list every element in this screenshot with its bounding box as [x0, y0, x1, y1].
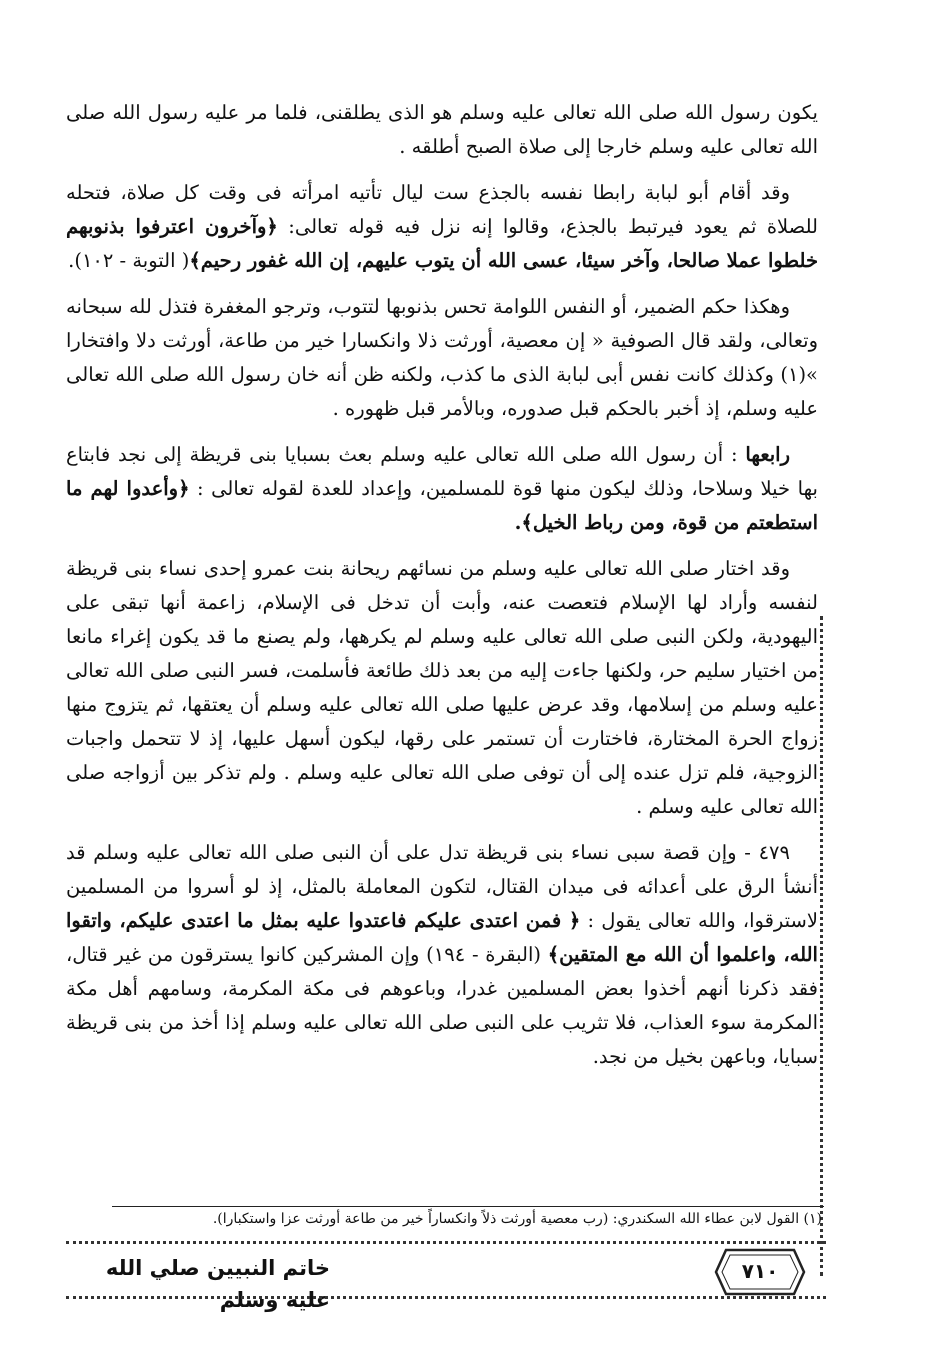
text-run: يكون رسول الله صلى الله تعالى عليه وسلم هو الذى يطلقنى، فلما مر عليه رسول الله صلى الله تعالى عليه وسلم خارجا إلى صلاة الصبح أطلقه .	[66, 101, 818, 158]
quoted-verse: ﴿وآخرون اعترفوا بذنوبهم خلطوا عملا صالحا، وآخر سيئا، عسى الله أن يتوب عليهم، إن الله غفور رحيم﴾	[66, 215, 818, 272]
footer-rule-top	[66, 1241, 826, 1244]
text-run: وقد أقام أبو لبابة رابطا نفسه بالجذع ست ليال تأتيه امرأته فى وقت كل صلاة، فتحله للصلاة ثم يعود فيرتبط بالجذع، وقالوا إنه نزل فيه قوله تعالى:	[66, 181, 818, 238]
paragraph	[66, 552, 818, 824]
quoted-verse: ﴿ فمن اعتدى عليكم فاعتدوا عليه بمثل ما اعتدى عليكم، واتقوا الله، واعلموا أن الله مع المتقين﴾	[66, 909, 818, 966]
text-run: ( التوبة - ١٠٢).	[68, 249, 190, 272]
paragraph	[66, 96, 818, 164]
page-number: ٧١٠	[741, 1259, 779, 1283]
running-footer-title: خاتم النبيين صلي الله عليه وسلم	[105, 1256, 330, 1312]
footnote: (١) القول لابن عطاء الله السكندري: (رب معصية أورثت ذلاً وانكساراً خير من طاعة أورثت عزا واستكبارا).	[212, 1211, 822, 1227]
quoted-verse: ﴿وأعدوا لهم ما استطعتم من قوة، ومن رباط الخيل﴾.	[66, 477, 818, 534]
text-run: وقد اختار صلى الله تعالى عليه وسلم من نسائهم ريحانة بنت عمرو إحدى نساء بنى قريظة لنفسه وأراد لها الإسلام فتعصت عنه، وأبت أن تدخل فى الإسلام، زاعمة أنها تبقى على اليهودية، ولكن النبى صلى الله تعالى عليه وسلم لم يكرهها، ولم يصنع ما قد يكون إغراء مانعا من اختيار سليم حر، ولكنها جاءت إليه من بعد ذلك طائعة فأسلمت، فسر النبى صلى الله تعالى عليه وسلم من إسلامها، وقد عرض عليها صلى الله تعالى عليه وسلم أن يعتقها، ثم يتزوج منها زواج الحرة المختارة، فاختارت أن تستمر على رقها، ليكون أسهل عليها، إذ لا تتحمل واجبات الزوجية، فلم تزل عنده إلى أن توفى صلى الله تعالى عليه وسلم . ولم تذكر بين أزواجه صلى الله تعالى عليه وسلم .	[66, 557, 818, 818]
paragraph	[66, 836, 818, 1074]
footnote-separator	[112, 1206, 824, 1207]
text-run: وهكذا حكم الضمير، أو النفس اللوامة تحس بذنوبها لتتوب، وترجو المغفرة فتذل لله سبحانه وتعالى، ولقد قال الصوفية « إن معصية، أورثت ذلا وانكسارا خير من طاعة، أورثت دلا وافتخارا »(١) وكذلك كانت نفس أبى لبابة الذى ما كذب، ولكنه ظن أنه خان رسول الله صلى الله تعالى عليه وسلم، إذ أخبر بالحكم قبل صدوره، وبالأمر قبل ظهوره .	[66, 295, 818, 420]
text-run: (البقرة - ١٩٤) وإن المشركين كانوا يسترقون من غير قتال، فقد ذكرنا أنهم أخذوا بعض المسلمين غدرا، وباعوهم فى مكة المكرمة، وسامهم أهل مكة المكرمة سوء العذاب، فلا تثريب على النبى صلى الله تعالى عليه وسلم إذا أخذ من بنى قريظة سبايا، وباعهن بخيل من نجد.	[66, 943, 818, 1068]
text-run: ٤٧٩ - وإن قصة سبى نساء بنى قريظة تدل على أن النبى صلى الله تعالى عليه وسلم قد أنشأ الرق على أعدائه فى ميدان القتال، لتكون المعاملة بالمثل، إذ لو أسروا من المسلمين لاسترقوا، والله تعالى يقول :	[66, 841, 818, 932]
footer-rule-bottom	[66, 1296, 826, 1299]
body-text	[66, 96, 818, 1086]
paragraph	[66, 176, 818, 278]
margin-rule	[820, 616, 826, 1276]
paragraph	[66, 438, 818, 540]
paragraph	[66, 290, 818, 426]
quoted-verse: رابعها	[745, 443, 790, 466]
page-number-badge	[712, 1246, 808, 1298]
text-run: : أن رسول الله صلى الله تعالى عليه وسلم بعث بسبايا بنى قريظة إلى نجد فابتاع بها خيلا وسلاحا، وذلك ليكون منها قوة للمسلمين، وإعداد للعدة لقوله تعالى :	[66, 443, 818, 500]
